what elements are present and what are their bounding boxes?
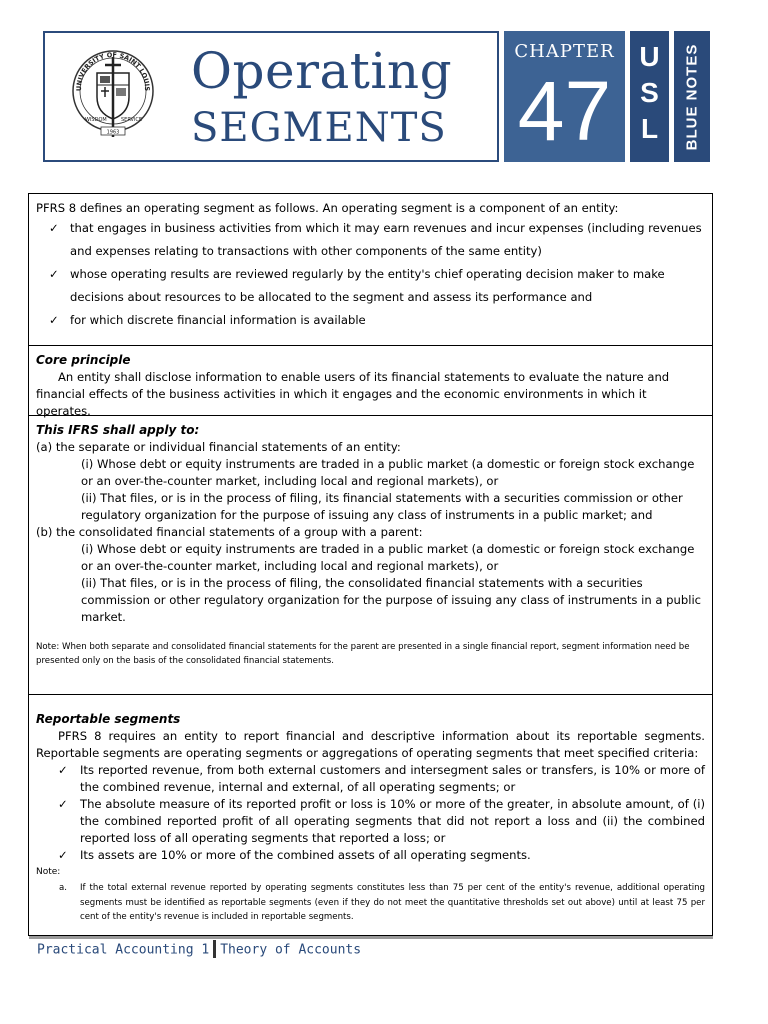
footer-subject: Practical Accounting 1 <box>37 942 210 958</box>
definition-intro: PFRS 8 defines an operating segment as follows. An operating segment is a component of an entity: <box>36 201 619 215</box>
chapter-label: CHAPTER <box>514 41 615 62</box>
blue-notes-label: BLUE NOTES <box>683 43 701 151</box>
core-principle-section <box>29 346 712 416</box>
scope-item-b: (b) the consolidated financial statements of a group with a parent: <box>36 525 423 539</box>
chapter-box <box>504 31 625 162</box>
scope-item-b-ii: (ii) That files, or is in the process of filing, the consolidated financial statements with a securities commission or other regulatory organization for the purpose of issuing any class of instruments in a public market. <box>81 576 702 624</box>
footer <box>37 941 361 959</box>
criteria-item: ✓ The absolute measure of its reported profit or loss is 10% or more of the greater, in absolute amount, of (i) the combined reported profit of all operating segments that did not report a loss and (ii) the combined reported loss of all operating segments that reported a loss; or <box>36 796 705 847</box>
definition-item: ✓ whose operating results are reviewed regularly by the entity's chief operating decision maker to make decisions about resources to be allocated to the segment and assess its performance and <box>36 263 705 309</box>
usl-badge <box>630 31 669 162</box>
reportable-segments-section <box>29 695 712 935</box>
note-a-marker: a. <box>59 883 67 893</box>
definition-section <box>29 194 712 346</box>
criteria-item: ✓ Its assets are 10% or more of the combined assets of all operating segments. <box>36 847 705 864</box>
core-principle-heading: Core principle <box>36 353 131 367</box>
core-principle-body: An entity shall disclose information to enable users of its financial statements to evaluate the nature and financial effects of the business activities in which it engages and the economic environments in which it operates. <box>36 370 670 418</box>
title-box <box>43 31 499 162</box>
footer-separator <box>213 940 216 958</box>
scope-item-a-i: (i) Whose debt or equity instruments are traded in a public market (a domestic or foreign stock exchange or an over-the-counter market, including local and regional markets), or <box>81 457 695 488</box>
reportable-intro: PFRS 8 requires an entity to report financial and descriptive information about its reportable segments. Reportable segments are operating segments or aggregations of operating segments that meet specified criteria: <box>36 729 705 760</box>
footer-rule <box>29 936 713 939</box>
footer-topic: Theory of Accounts <box>220 942 362 958</box>
svg-text:1963: 1963 <box>106 129 120 136</box>
criteria-item: ✓ Its reported revenue, from both external customers and intersegment sales or transfers, is 10% or more of the combined revenue, internal and external, of all operating segments; or <box>36 762 705 796</box>
title-line-2: SEGMENTS <box>191 105 447 151</box>
definition-item: ✓ that engages in business activities from which it may earn revenues and incur expenses (including revenues and expenses relating to transactions with other components of the same entity) <box>36 217 705 263</box>
university-seal-logo <box>67 39 159 149</box>
definition-list <box>36 217 705 332</box>
svg-text:UNIVERSITY OF SAINT LOUIS: UNIVERSITY OF SAINT LOUIS <box>74 50 152 92</box>
scope-section <box>29 416 712 695</box>
scope-item-a: (a) the separate or individual financial statements of an entity: <box>36 440 401 454</box>
usl-letter-u: U <box>639 41 660 72</box>
usl-letter-l: L <box>640 113 659 144</box>
scope-item-b-i: (i) Whose debt or equity instruments are traded in a public market (a domestic or foreign stock exchange or an over-the-counter market, including local and regional markets), or <box>81 542 695 573</box>
usl-letter-s: S <box>640 77 659 108</box>
reportable-criteria-list <box>36 762 705 864</box>
svg-text:SERVICE: SERVICE <box>121 117 143 123</box>
chapter-number: 47 <box>517 64 612 158</box>
blue-notes-tab <box>674 31 710 162</box>
definition-item: ✓ for which discrete financial information is available <box>36 309 705 332</box>
svg-text:WISDOM: WISDOM <box>85 117 107 123</box>
scope-note: Note: When both separate and consolidated financial statements for the parent are presented in a single financial report, segment information need be presented only on the basis of the consolidated financial statements. <box>36 642 690 666</box>
scope-item-a-ii: (ii) That files, or is in the process of filing, its financial statements with a securities commission or other regulatory organization for the purpose of issuing any class of instruments in a public market; and <box>81 491 683 522</box>
reportable-heading: Reportable segments <box>36 712 181 726</box>
content-box <box>28 193 713 936</box>
reportable-note-label: Note: <box>36 867 61 877</box>
scope-heading: This IFRS shall apply to: <box>36 423 200 437</box>
title-line-1: Operating <box>191 42 453 100</box>
note-a-text: If the total external revenue reported by operating segments constitutes less than 75 per cent of the entity's revenue, additional operating segments must be identified as reportable segments (even if they do not meet the quantitative thresholds set out above) until at least 75 per cent of the entity's revenue is included in reportable segments. <box>80 883 705 922</box>
reportable-note-a <box>36 881 705 925</box>
